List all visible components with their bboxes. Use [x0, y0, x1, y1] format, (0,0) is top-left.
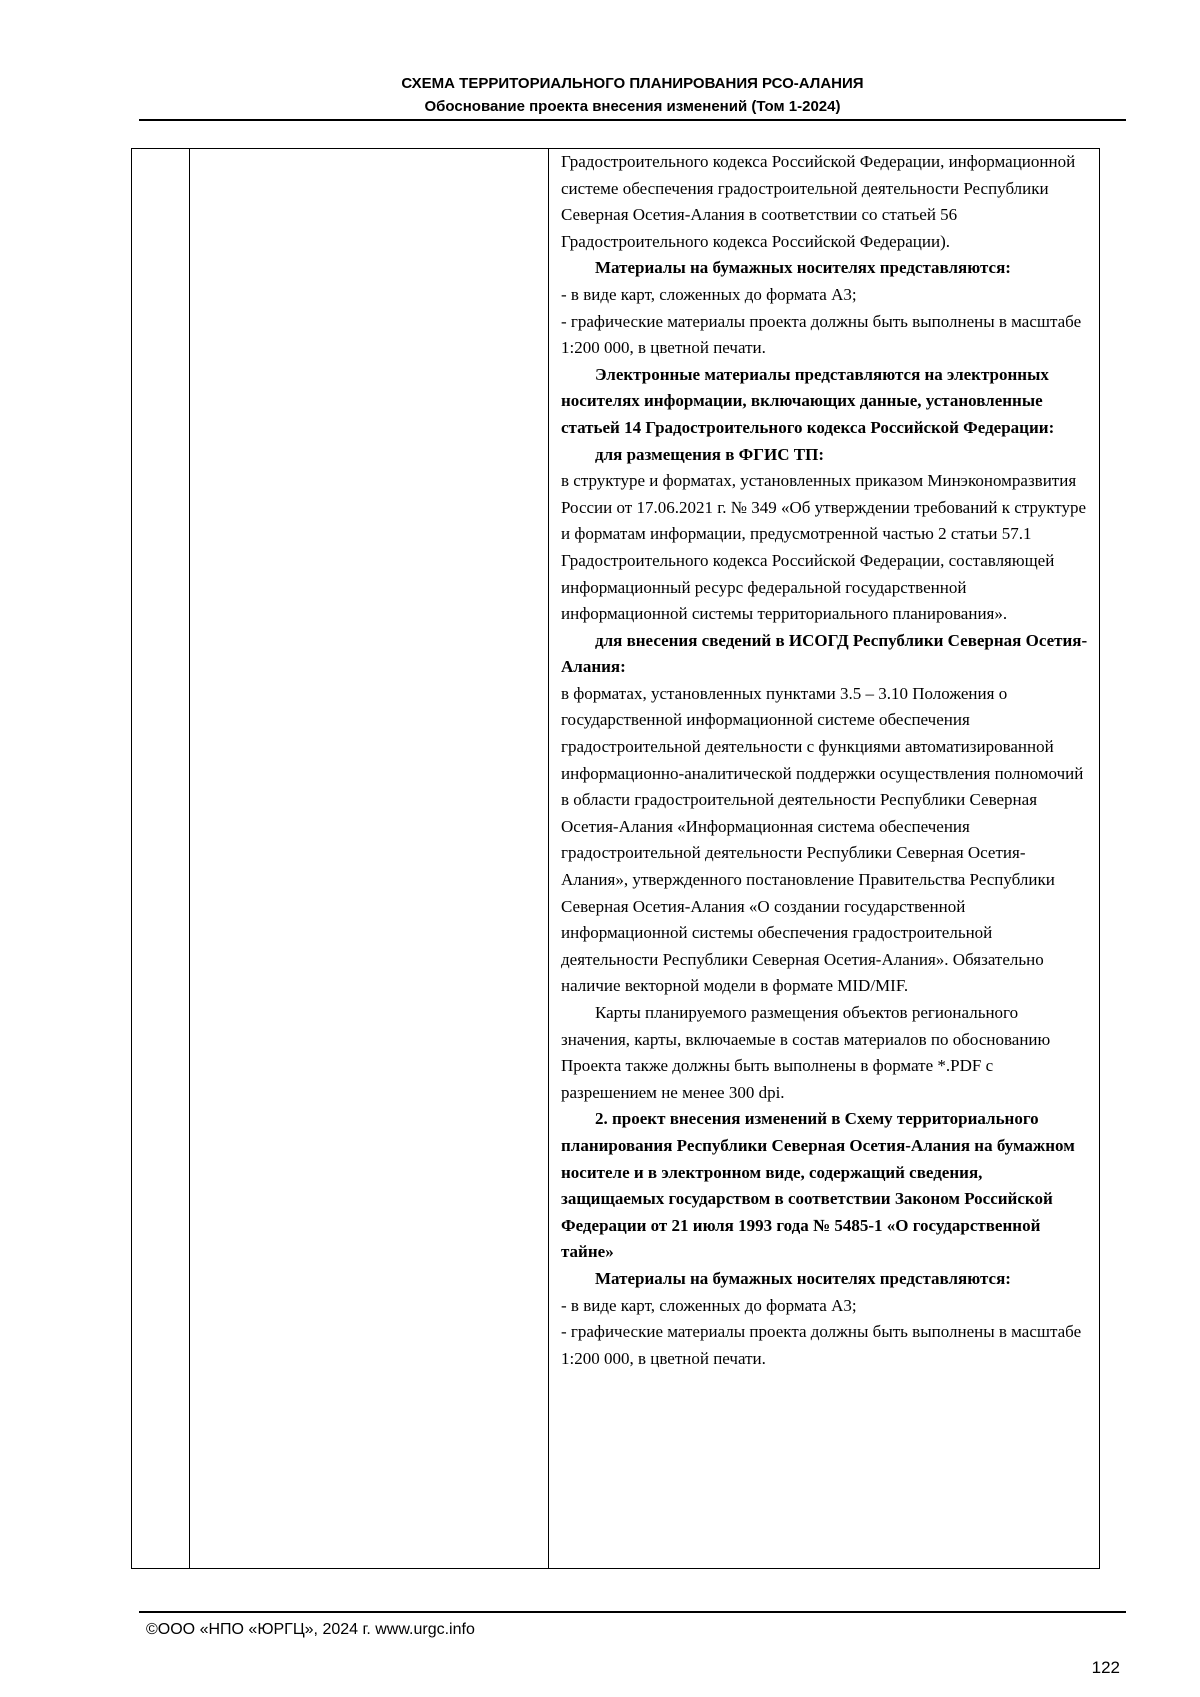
paragraph: - графические материалы проекта должны быть выполнены в масштабе 1:200 000, в цветной печати. [561, 311, 1082, 358]
header-title: СХЕМА ТЕРРИТОРИАЛЬНОГО ПЛАНИРОВАНИЯ РСО-АЛАНИЯ [401, 75, 864, 92]
header-subtitle: Обоснование проекта внесения изменений (Том 1-2024) [424, 98, 841, 115]
paragraph: Материалы на бумажных носителях представляются: [595, 1268, 1011, 1288]
paragraph: Карты планируемого размещения объектов регионального значения, карты, включаемые в состав материалов по обоснованию Проекта также должны быть выполнены в формате *.PDF с разрешением не менее 300 dpi. [561, 1003, 1051, 1102]
paragraph: для внесения сведений в ИСОГД Республики Северная Осетия-Алания: [561, 630, 1088, 677]
paragraph: для размещения в ФГИС ТП: [595, 444, 825, 464]
paragraph: Электронные материалы представляются на электронных носителях информации, включающих данные, установленные статьей 14 Градостроительного кодекса Российской Федерации: [561, 364, 1055, 437]
paragraph: Материалы на бумажных носителях представляются: [595, 258, 1011, 278]
paragraph: - в виде карт, сложенных до формата А3; [561, 1295, 857, 1315]
table-cell-number [132, 149, 190, 1568]
paragraph: Градостроительного кодекса Российской Федерации, информационной системе обеспечения градостроительной деятельности Республики Северная Осетия-Алания в соответствии со статьей 56 Градостроительного кодекса Российской Федерации). [561, 152, 1076, 251]
paragraph: 2. проект внесения изменений в Схему территориального планирования Республики Северная Осетия-Алания на бумажном носителе и в электронном виде, содержащий сведения, защищаемых государством в соответствии Законом Российской Федерации от 21 июля 1993 года № 5485-1 «О государственной тайне» [561, 1109, 1075, 1262]
page-number: 122 [1091, 1658, 1120, 1677]
table-cell-requirements [549, 149, 1099, 1568]
requirements-table [131, 148, 1100, 1569]
table-cell-item [190, 149, 549, 1568]
footer-divider [139, 1611, 1126, 1613]
paragraph: в форматах, установленных пунктами 3.5 – 3.10 Положения о государственной информационной системе обеспечения градостроительной деятельности с функциями автоматизированной информационно-аналитической поддержки осуществления полномочий в области градостроительной деятельности Республики Северная Осетия-Алания «Информационная система обеспечения градостроительной деятельности Республики Северная Осетия-Алания», утвержденного постановление Правительства Республики Северная Осетия-Алания «О создании государственной информационной системы обеспечения градостроительной деятельности Республики Северная Осетия-Алания». Обязательно наличие векторной модели в формате MID/MIF. [561, 683, 1084, 996]
paragraph: - в виде карт, сложенных до формата А3; [561, 284, 857, 304]
paragraph: - графические материалы проекта должны быть выполнены в масштабе 1:200 000, в цветной печати. [561, 1322, 1082, 1368]
paragraph: в структуре и форматах, установленных приказом Минэкономразвития России от 17.06.2021 г. № 349 «Об утверждении требований к структуре и форматам информации, предусмотренной частью 2 статьи 57.1 Градостроительного кодекса Российской Федерации, составляющей информационный ресурс федеральной государственной информационной системы территориального планирования». [561, 471, 1087, 624]
header-divider [139, 119, 1126, 121]
page-header [139, 72, 1126, 118]
footer-copyright: ©ООО «НПО «ЮРГЦ», 2024 г. www.urgc.info [146, 1621, 475, 1638]
